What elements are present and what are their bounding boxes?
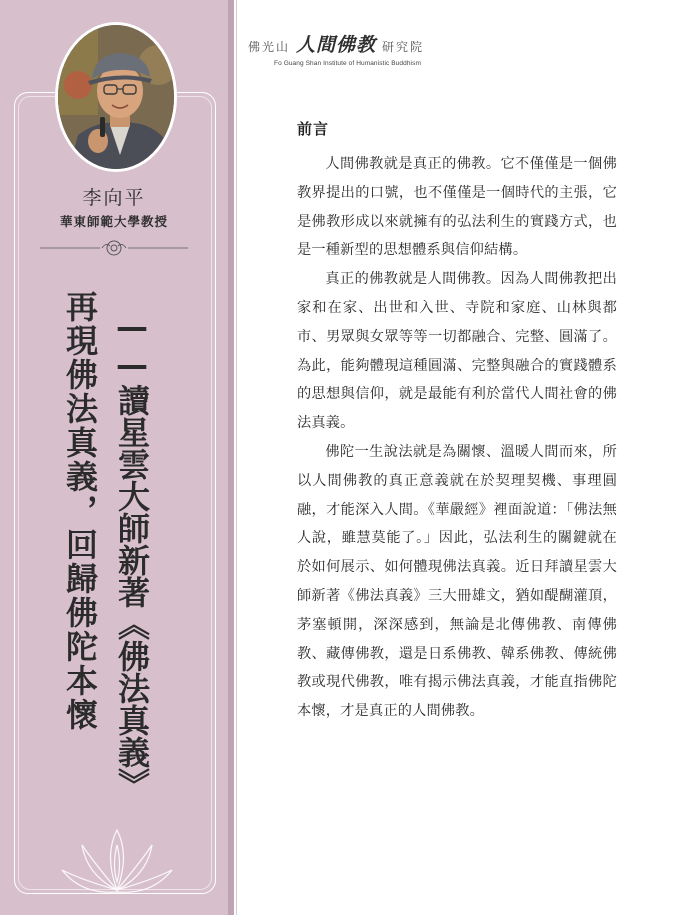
divider-ornament xyxy=(40,238,188,258)
author-portrait xyxy=(55,22,177,172)
logo-english: Fo Guang Shan Institute of Humanistic Buddhism xyxy=(274,60,421,67)
author-name: 李向平 xyxy=(82,187,146,209)
panel-edge-line xyxy=(236,0,237,915)
paragraph-3: 佛陀一生說法就是為關懷、溫暖人間而來，所以人間佛教的真正意義就在於契理契機、事理圓融，才能深入人間。《華嚴經》裡面說道：「佛法無人說，雖慧莫能了。」因此，弘法利生的關鍵就在於如何展示、如何體現佛法真義。近日拜讀星雲大師新著《佛法真義》三大冊雄文，猶如醍醐灌頂，茅塞頓開，深深感到，無論是北傳佛教、南傳佛教、藏傳佛教，還是日系佛教、韓系佛教、傳統佛教或現代佛教，唯有揭示佛法真義，才能直指佛陀本懷，才是真正的人間佛教。 xyxy=(297,443,617,720)
logo-suffix: 研究院 xyxy=(382,40,425,54)
panel-edge xyxy=(228,0,234,915)
lotus-ornament xyxy=(52,820,182,900)
portrait-illustration xyxy=(58,25,177,172)
paragraph-2: 真正的佛教就是人間佛教。因為人間佛教把出家和在家、出世和入世、寺院和家庭、山林與都市、男眾與女眾等等一切都融合、完整、圓滿了。為此，能夠體現這種圓滿、完整與融合的實踐體系的思想與信仰，就是最能有利於當代人間社會的佛法真義。 xyxy=(297,271,617,432)
section-heading: 前言 xyxy=(297,120,330,138)
logo-prefix: 佛光山 xyxy=(248,40,291,54)
institute-logo xyxy=(248,30,508,70)
author-affiliation: 華東師範大學教授 xyxy=(59,214,168,229)
logo-main: 人間佛教 xyxy=(296,34,377,56)
article-body xyxy=(297,118,617,726)
article-title: 再現佛法真義，回歸佛陀本懷 xyxy=(61,290,99,732)
paragraph-1: 人間佛教就是真正的佛教。它不僅僅是一個佛教界提出的口號，也不僅僅是一個時代的主張，它是佛教形成以來就擁有的弘法利生的實踐方式，也是一種新型的思想體系與信仰結構。 xyxy=(297,156,617,259)
article-subtitle: ——讀星雲大師新著《佛法真義》 xyxy=(113,308,151,800)
